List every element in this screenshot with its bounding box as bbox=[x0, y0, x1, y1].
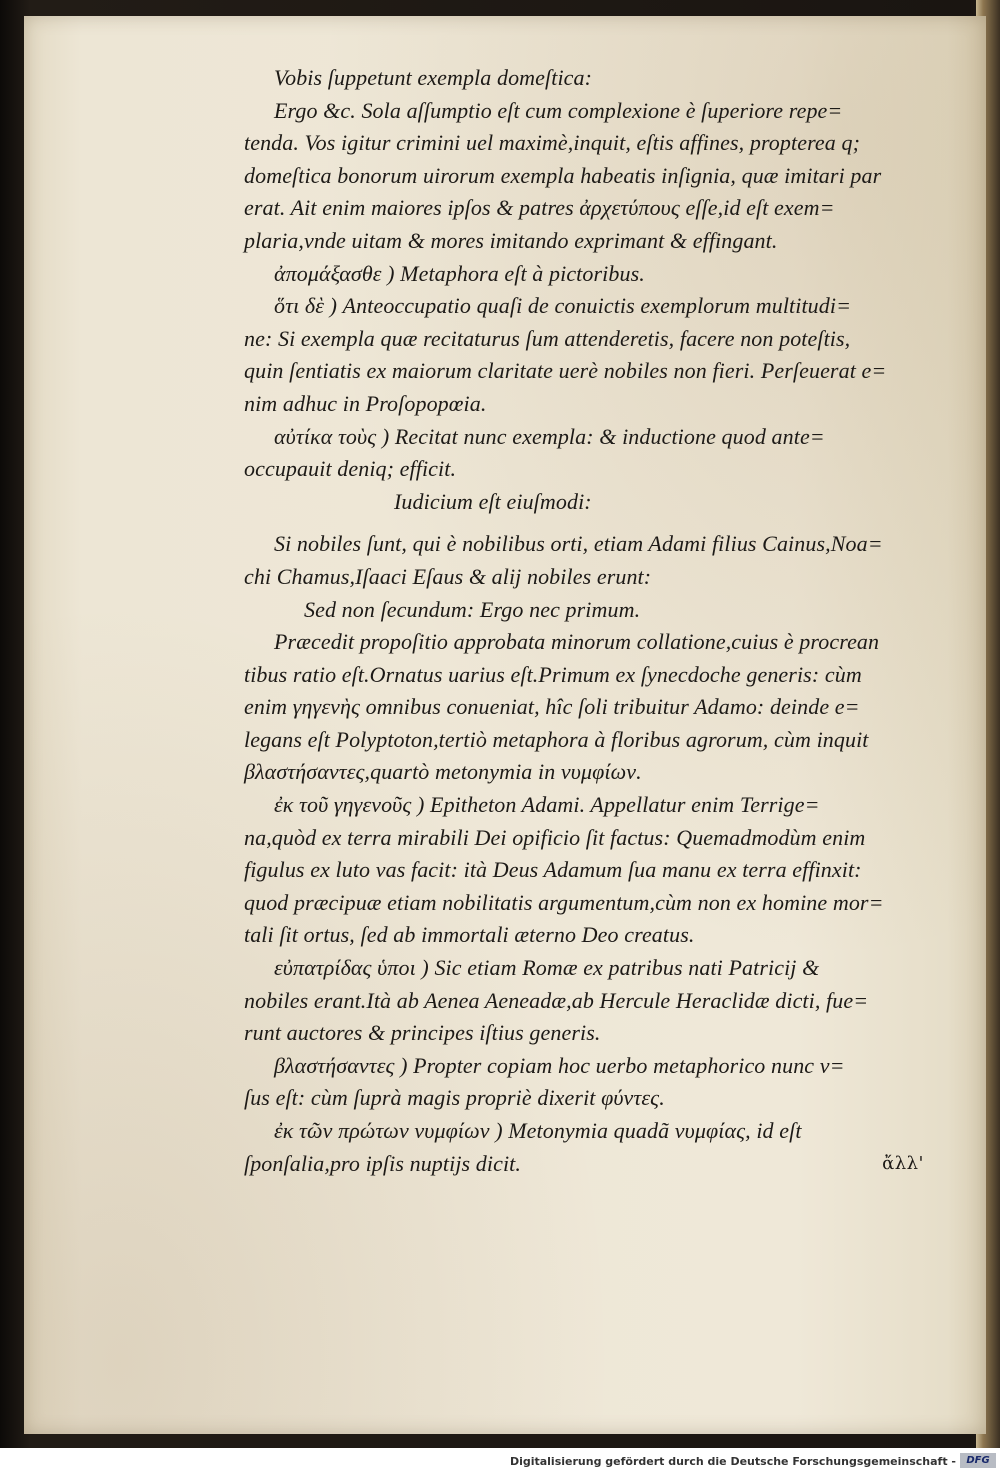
text-line: plaria,vnde uitam & mores imitando exprimant & effingant. bbox=[244, 227, 778, 253]
section-heading: Iudicium eſt eiuſmodi: bbox=[394, 488, 592, 514]
text-line: tenda. Vos igitur crimini uel maximè,inquit, eſtis affines, propterea q; bbox=[244, 130, 861, 156]
digitization-footer bbox=[0, 1448, 1000, 1474]
text-line: nim adhuc in Proſopopœia. bbox=[244, 390, 487, 416]
text-line: occupauit deniq; efficit. bbox=[244, 456, 457, 482]
text-line: εὐπατρίδας ὑποι ) Sic etiam Romæ ex patribus nati Patricij & bbox=[274, 955, 820, 981]
dfg-logo-icon: DFG bbox=[960, 1453, 996, 1468]
text-line: na,quòd ex terra mirabili Dei opificio ſit factus: Quemadmodùm enim bbox=[244, 824, 866, 850]
text-line: βλαστήσαντες ) Propter copiam hoc uerbo metaphorico nunc v= bbox=[274, 1052, 845, 1078]
text-line: legans eſt Polyptoton,tertiò metaphora à floribus agrorum, cùm inquit bbox=[244, 726, 869, 752]
catchword: ἄλλ' bbox=[882, 1152, 924, 1174]
text-line: Si nobiles ſunt, qui è nobilibus orti, etiam Adami filius Cainus,Noa= bbox=[274, 531, 883, 557]
text-line: tibus ratio eſt.Ornatus uarius eſt.Primum ex ſynecdoche generis: cùm bbox=[244, 661, 862, 687]
text-line: ἐκ τῶν πρώτων νυμφίων ) Metonymia quadã νυμφίας, id eſt bbox=[274, 1118, 802, 1143]
text-line: chi Chamus,Iſaaci Eſaus & alij nobiles erunt: bbox=[244, 563, 652, 589]
text-line: Ergo &c. Sola aſſumptio eſt cum complexione è ſuperiore repe= bbox=[274, 97, 843, 123]
text-line: figulus ex luto vas facit: ità Deus Adamum ſua manu ex terra effinxit: bbox=[244, 857, 862, 883]
text-line: erat. Ait enim maiores ipſos & patres ἀρχετύπους eſſe,id eſt exem= bbox=[244, 195, 835, 221]
text-line: tali ſit ortus, ſed ab immortali æterno Deo creatus. bbox=[244, 922, 695, 948]
text-line-last bbox=[244, 1148, 924, 1181]
text-line: ſponſalia,pro ipſis nuptijs dicit. bbox=[244, 1150, 521, 1176]
text-line: runt auctores & principes iſtius generis. bbox=[244, 1020, 601, 1046]
text-line: ne: Si exempla quæ recitaturus ſum attenderetis, facere non poteſtis, bbox=[244, 325, 851, 351]
text-line: Vobis ſuppetunt exempla domeſtica: bbox=[274, 65, 593, 90]
text-line: Sed non ſecundum: Ergo nec primum. bbox=[304, 596, 641, 622]
text-line: enim γηγενὴς omnibus conueniat, hîc ſoli tribuitur Adamo: deinde e= bbox=[244, 694, 860, 720]
text-line: ἐκ τοῦ γηγενοῦς ) Epitheton Adami. Appellatur enim Terrige= bbox=[274, 792, 820, 818]
text-line: ὅτι δὲ ) Anteoccupatio quaſi de conuictis exemplorum multitudi= bbox=[274, 293, 852, 319]
text-line: ἀπομάξασθε ) Metaphora eſt à pictoribus. bbox=[274, 260, 645, 286]
text-line: domeſtica bonorum uirorum exempla habeatis inſignia, quæ imitari par bbox=[244, 162, 882, 188]
text-line: βλαστήσαντες,quartò metonymia in νυμφίων. bbox=[244, 759, 642, 785]
text-line: quod præcipuæ etiam nobilitatis argumentum,cùm non ex homine mor= bbox=[244, 889, 884, 915]
text-line: Præcedit propoſitio approbata minorum collatione,cuius è procrean bbox=[274, 629, 880, 655]
page-text bbox=[244, 62, 924, 1180]
text-line: αὐτίκα τοὺς ) Recitat nunc exempla: & inductione quod ante= bbox=[274, 423, 825, 449]
text-line: quin ſentiatis ex maiorum claritate uerè nobiles non fieri. Perſeuerat e= bbox=[244, 358, 887, 384]
text-line: ſus eſt: cùm ſuprà magis propriè dixerit φύντες. bbox=[244, 1085, 665, 1111]
text-line: nobiles erant.Ità ab Aenea Aeneadæ,ab Hercule Heraclidæ dicti, fue= bbox=[244, 987, 869, 1013]
footer-credit: Digitalisierung gefördert durch die Deutsche Forschungsgemeinschaft - bbox=[509, 1455, 956, 1468]
